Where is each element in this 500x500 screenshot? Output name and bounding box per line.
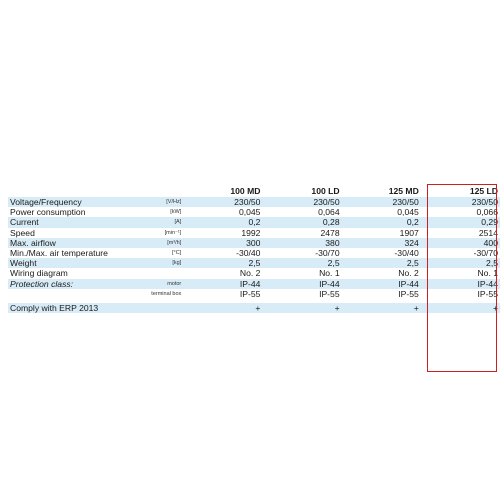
row-label: Min./Max. air temperature — [10, 248, 108, 259]
row-label: Speed — [10, 227, 35, 238]
cell-125-ld: 230/50 — [421, 197, 500, 207]
cell-125-md: IP-44 — [342, 279, 421, 289]
cell-100-md: 1992 — [241, 227, 261, 238]
header-row — [8, 186, 500, 197]
row-weight — [8, 258, 500, 268]
row-unit: [m³/h] — [149, 238, 183, 248]
cell-100-md: + — [183, 303, 262, 313]
cell-100-ld: IP-44 — [262, 279, 341, 289]
row-label: Power consumption — [10, 207, 86, 218]
cell-100-ld: 0,28 — [262, 217, 341, 227]
cell-125-md: IP-55 — [398, 288, 419, 299]
cell-125-md: No. 2 — [398, 268, 419, 279]
cell-100-ld: 230/50 — [262, 197, 341, 207]
spec-table — [8, 186, 500, 313]
row-label: Max. airflow — [8, 238, 149, 248]
cell-125-ld: IP-55 — [477, 288, 498, 299]
cell-100-md: 0,045 — [238, 207, 261, 218]
cell-125-md: 324 — [342, 238, 421, 248]
row-label: Wiring diagram — [10, 268, 68, 279]
column-header-100-md: 100 MD — [230, 186, 261, 196]
cell-125-md: 2,5 — [342, 258, 421, 268]
cell-125-md: 1907 — [399, 227, 419, 238]
row-current — [8, 217, 500, 227]
row-speed — [8, 228, 500, 238]
cell-100-ld: 380 — [262, 238, 341, 248]
row-unit: [V/Hz] — [149, 197, 183, 207]
row-protection-motor — [8, 279, 500, 289]
column-header-125-ld: 125 LD — [469, 186, 498, 196]
cell-125-md: + — [342, 303, 421, 313]
cell-100-md: 230/50 — [183, 197, 262, 207]
row-protection-terminal-box — [8, 289, 500, 299]
row-label: Protection class: — [8, 279, 149, 289]
cell-100-ld: -30/70 — [315, 248, 340, 259]
cell-125-md: 0,045 — [397, 207, 419, 218]
cell-100-md: No. 2 — [239, 268, 261, 279]
row-power-consumption — [8, 207, 500, 217]
cell-125-md: 230/50 — [342, 197, 421, 207]
cell-125-md: 0,2 — [342, 217, 421, 227]
cell-125-ld: No. 1 — [477, 268, 498, 279]
column-header-100-ld: 100 LD — [311, 186, 340, 196]
cell-100-md: 2,5 — [183, 258, 262, 268]
row-voltage-frequency — [8, 197, 500, 207]
cell-125-ld: + — [421, 303, 500, 313]
cell-100-ld: 2478 — [320, 227, 340, 238]
cell-100-md: -30/40 — [236, 248, 261, 259]
row-erp-2013 — [8, 303, 500, 313]
row-unit — [149, 268, 183, 278]
cell-125-ld: 2,5 — [421, 258, 500, 268]
row-unit: [kg] — [149, 258, 183, 268]
cell-100-ld: No. 1 — [319, 268, 340, 279]
row-label: Comply with ERP 2013 — [8, 303, 149, 313]
cell-100-md: IP-55 — [239, 288, 261, 299]
cell-125-ld: 2514 — [478, 227, 498, 238]
cell-125-ld: -30/70 — [473, 248, 498, 259]
row-label: Voltage/Frequency — [8, 197, 149, 207]
cell-100-md: 0,2 — [183, 217, 262, 227]
cell-100-md: IP-44 — [183, 279, 262, 289]
cell-125-ld: 0,066 — [476, 207, 498, 218]
cell-125-ld: 0,29 — [421, 217, 500, 227]
row-wiring-diagram — [8, 268, 500, 278]
cell-125-ld: IP-44 — [421, 279, 500, 289]
cell-100-md: 300 — [183, 238, 262, 248]
row-label: Current — [8, 217, 149, 227]
cell-100-ld: 0,064 — [318, 207, 340, 218]
row-unit — [149, 303, 183, 313]
cell-125-ld: 400 — [421, 238, 500, 248]
row-unit: [min⁻¹] — [164, 229, 182, 236]
cell-100-ld: IP-55 — [319, 288, 340, 299]
row-air-temperature — [8, 248, 500, 258]
row-label — [8, 289, 149, 299]
cell-125-md: -30/40 — [394, 248, 419, 259]
row-max-airflow — [8, 238, 500, 248]
column-header-125-md: 125 MD — [388, 186, 419, 196]
row-unit: [kW] — [170, 209, 182, 216]
row-unit: [°C] — [172, 250, 182, 257]
row-label: Weight — [8, 258, 149, 268]
row-sublabel: motor — [149, 279, 183, 289]
cell-100-ld: 2,5 — [262, 258, 341, 268]
row-sublabel: terminal box — [151, 290, 182, 297]
row-unit: [A] — [149, 217, 183, 227]
cell-100-ld: + — [262, 303, 341, 313]
